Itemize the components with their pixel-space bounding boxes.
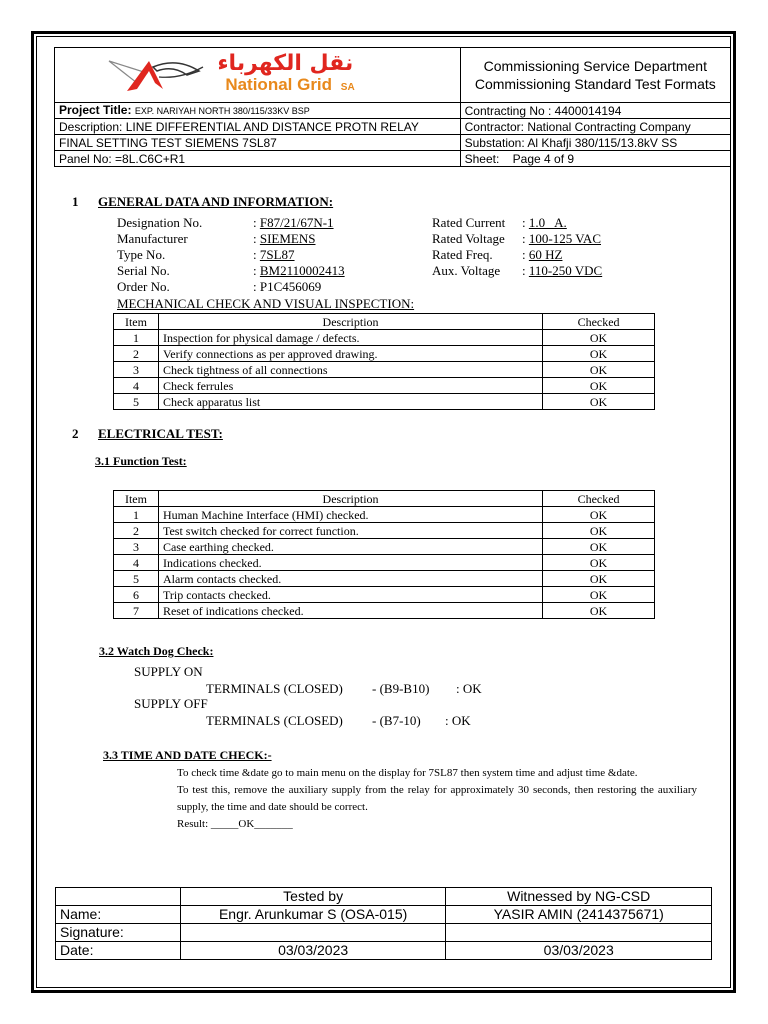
witness-date: 03/03/2023 [446, 942, 712, 960]
logo-english-text: National Grid [225, 75, 333, 94]
tested-by-date: 03/03/2023 [180, 942, 446, 960]
sheet-number: Sheet: Page 4 of 9 [460, 151, 730, 167]
logo-arabic-text: نقل الكهرباء [217, 51, 354, 76]
logo-cell [55, 48, 461, 103]
table-header-row: Item Description Checked [114, 491, 655, 507]
general-fields-right: Rated Current : 1.0 A. Rated Voltage : 100-125 VAC Rated Freq. : 60 HZ Aux. Voltage : 110-250 VDC [432, 215, 603, 278]
department-title: Commissioning Service Department Commissioning Standard Test Formats [460, 48, 730, 103]
substation: Substation: Al Khafji 380/115/13.8kV SS [460, 135, 730, 151]
contractor: Contractor: National Contracting Company [460, 119, 730, 135]
table-row: 1 Inspection for physical damage / defects. OK [114, 330, 655, 346]
date-label: Date: [56, 942, 181, 960]
mechanical-table [113, 313, 655, 410]
general-fields-left: Designation No. : F87/21/67N-1 Manufacturer : SIEMENS Type No. : 7SL87 Serial No. : BM2110002413 Order No. : P1C456069 [117, 215, 345, 294]
header-table [54, 47, 731, 167]
panel-no: Panel No: =8L.C6C+R1 [55, 151, 461, 167]
project-title: Project Title: EXP. NARIYAH NORTH 380/115/33KV BSP [55, 103, 461, 119]
timedate-result: Result: _____OK_______ [177, 818, 293, 830]
table-row: 3 Case earthing checked. OK [114, 539, 655, 555]
function-test-table [113, 490, 655, 619]
tested-by-signature [180, 924, 446, 942]
watchdog-off-pins: - (B7-10) [372, 713, 421, 728]
table-row: 2 Test switch checked for correct function. OK [114, 523, 655, 539]
witness-signature [446, 924, 712, 942]
table-row: 4 Check ferrules OK [114, 378, 655, 394]
table-row: 4 Indications checked. OK [114, 555, 655, 571]
timedate-para1: To check time &date go to main menu on the display for 7SL87 then system time and adjust time &date. [177, 767, 638, 779]
logo-sa-text: SA [340, 82, 355, 93]
section1-title: GENERAL DATA AND INFORMATION: [98, 194, 334, 209]
timedate-instructions [177, 765, 697, 833]
name-label: Name: [56, 906, 181, 924]
section2-number: 2 [72, 426, 79, 441]
watchdog-off-terminals: TERMINALS (CLOSED) [206, 713, 343, 728]
section2-title: ELECTRICAL TEST: [98, 426, 223, 441]
watchdog-off-result: : OK [445, 713, 471, 728]
logo-bird-icon [107, 53, 227, 97]
tested-by-name: Engr. Arunkumar S (OSA-015) [180, 906, 446, 924]
watchdog-supply-off: SUPPLY OFF [134, 696, 208, 711]
description-line2: FINAL SETTING TEST SIEMENS 7SL87 [55, 135, 461, 151]
table-row: 1 Human Machine Interface (HMI) checked. OK [114, 507, 655, 523]
section1-number: 1 [72, 194, 79, 209]
watchdog-on-result: : OK [456, 681, 482, 696]
table-row: 6 Trip contacts checked. OK [114, 587, 655, 603]
national-grid-logo [107, 51, 407, 99]
table-row: 3 Check tightness of all connections OK [114, 362, 655, 378]
witnessed-by-header: Witnessed by NG-CSD [446, 888, 712, 906]
table-row: 5 Check apparatus list OK [114, 394, 655, 410]
signoff-table [55, 887, 712, 960]
timedate-para2: To test this, remove the auxiliary supply from the relay for approximately 30 seconds, then restoring the auxiliary supply, the time and date should be correct. [177, 784, 697, 813]
table-row: 5 Alarm contacts checked. OK [114, 571, 655, 587]
mechanical-title: MECHANICAL CHECK AND VISUAL INSPECTION: [117, 296, 415, 311]
signature-label: Signature: [56, 924, 181, 942]
tested-by-header: Tested by [180, 888, 446, 906]
watchdog-on-terminals: TERMINALS (CLOSED) [206, 681, 343, 696]
watchdog-title: 3.2 Watch Dog Check: [99, 644, 214, 658]
watchdog-supply-on: SUPPLY ON [134, 664, 203, 679]
witness-name: YASIR AMIN (2414375671) [446, 906, 712, 924]
contracting-no: Contracting No : 4400014194 [460, 103, 730, 119]
watchdog-on-pins: - (B9-B10) [372, 681, 430, 696]
table-row: 2 Verify connections as per approved drawing. OK [114, 346, 655, 362]
table-header-row: Item Description Checked [114, 314, 655, 330]
table-row: 7 Reset of indications checked. OK [114, 603, 655, 619]
project-title-value: EXP. NARIYAH NORTH 380/115/33KV BSP [134, 106, 310, 116]
description-line1: Description: LINE DIFFERENTIAL AND DISTANCE PROTN RELAY [55, 119, 461, 135]
timedate-title: 3.3 TIME AND DATE CHECK:- [103, 748, 272, 762]
function-test-title: 3.1 Function Test: [95, 454, 187, 468]
